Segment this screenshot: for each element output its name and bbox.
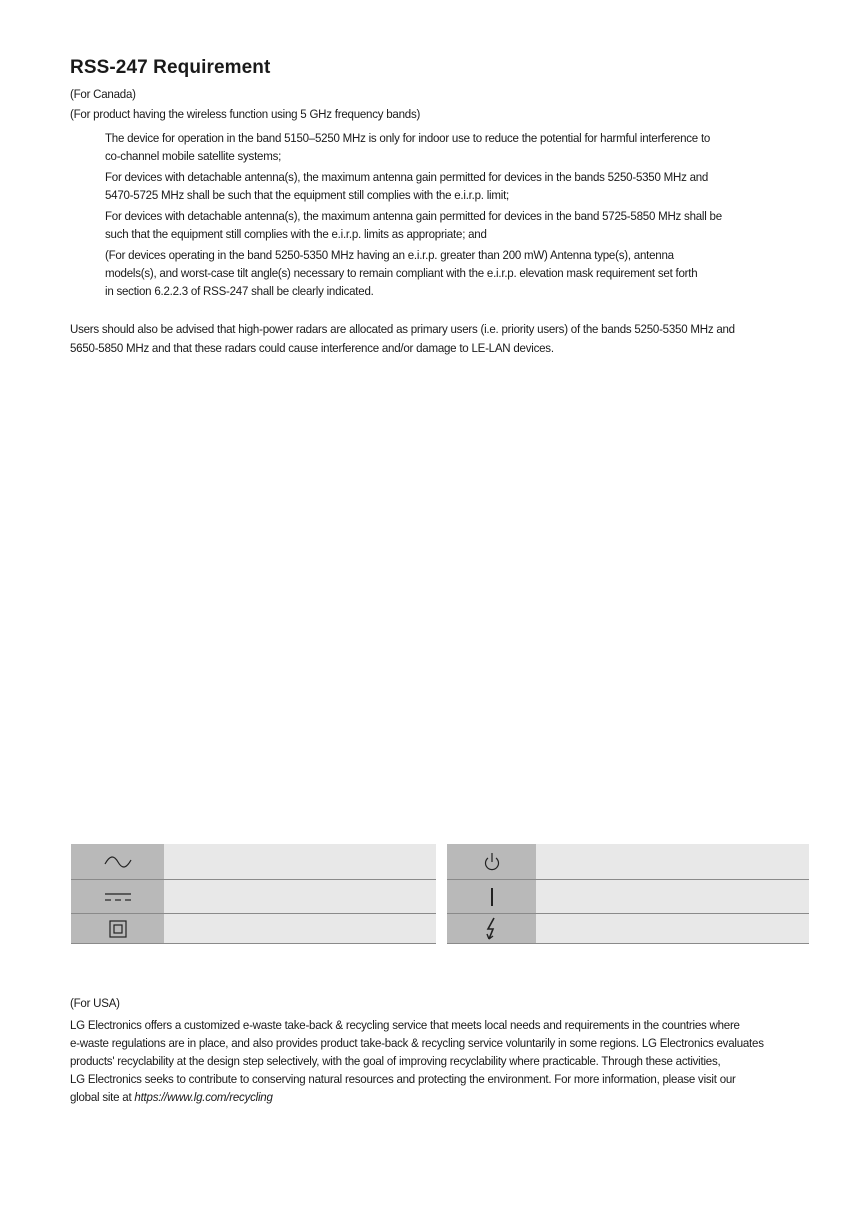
on-symbol-icon [489,887,495,907]
hazardous-voltage-icon [485,917,499,941]
canada-bullet-3-line-1: For devices with detachable antenna(s), the maximum antenna gain permitted for devices in the band 5725-5850 MHz shall be [105,209,722,223]
canada-bullet-2-line-1: For devices with detachable antenna(s), the maximum antenna gain permitted for devices in the bands 5250-5350 MHz and [105,170,709,184]
symbol-row [447,880,809,914]
symbol-row [71,880,436,914]
symbol-description [536,880,809,913]
canada-bullet-4-line-2: models(s), and worst-case tilt angle(s) necessary to remain compliant with the e.i.r.p. elevation mask requirement set forth [105,266,698,280]
symbol-cell [71,880,164,913]
recycling-link[interactable]: https://www.lg.com/recycling [134,1090,273,1104]
class-ii-symbol-icon [109,920,127,938]
canada-bullet-1-line-2: co-channel mobile satellite systems; [105,149,282,163]
usa-line-3: products' recyclability at the design step selectively, with the goal of improving recyclability where practicable. Through these activities, [70,1054,721,1068]
canada-bullet-2-line-2: 5470-5725 MHz shall be such that the equipment still complies with the e.i.r.p. limit; [105,188,510,202]
dc-symbol-icon [103,891,133,903]
symbol-cell [447,914,536,943]
canada-label: (For Canada) [70,87,136,101]
symbol-row [71,914,436,944]
symbol-description [536,844,809,879]
page-title: RSS-247 Requirement [70,57,271,78]
symbol-cell [447,844,536,879]
symbol-table-right [447,844,809,943]
symbol-description [164,880,436,913]
symbol-description [164,914,436,943]
symbol-cell [447,880,536,913]
symbol-cell [71,914,164,943]
canada-advisory-line-2: 5650-5850 MHz and that these radars could cause interference and/or damage to LE-LAN devices. [70,341,554,355]
symbol-description [164,844,436,879]
ac-symbol-icon [103,855,133,869]
canada-bullet-1-line-1: The device for operation in the band 5150–5250 MHz is only for indoor use to reduce the potential for harmful interference to [105,131,711,145]
usa-line-5-prefix: global site at [70,1090,135,1104]
symbol-table-left [71,844,436,943]
symbol-description [536,914,809,943]
usa-line-4: LG Electronics seeks to contribute to conserving natural resources and protecting the environment. For more information, please visit our [70,1072,736,1086]
symbol-cell [71,844,164,879]
symbol-row [447,914,809,944]
canada-bullet-4-line-1: (For devices operating in the band 5250-5350 MHz having an e.i.r.p. greater than 200 mW) Antenna type(s), antenna [105,248,674,262]
usa-line-1: LG Electronics offers a customized e-waste take-back & recycling service that meets local needs and requirements in the countries where [70,1018,740,1032]
canada-bullet-4-line-3: in section 6.2.2.3 of RSS-247 shall be clearly indicated. [105,284,374,298]
symbol-row [71,844,436,880]
symbol-row [447,844,809,880]
usa-line-2: e-waste regulations are in place, and also provides product take-back & recycling service voluntarily in some regions. LG Electronics evaluates [70,1036,764,1050]
canada-bullet-3-line-2: such that the equipment still complies with the e.i.r.p. limits as appropriate; and [105,227,487,241]
canada-condition: (For product having the wireless function using 5 GHz frequency bands) [70,107,421,121]
canada-advisory-line-1: Users should also be advised that high-power radars are allocated as primary users (i.e. priority users) of the bands 5250-5350 MHz and [70,322,735,336]
usa-label: (For USA) [70,996,120,1010]
standby-symbol-icon [483,852,501,872]
usa-line-5 [70,1088,273,1106]
